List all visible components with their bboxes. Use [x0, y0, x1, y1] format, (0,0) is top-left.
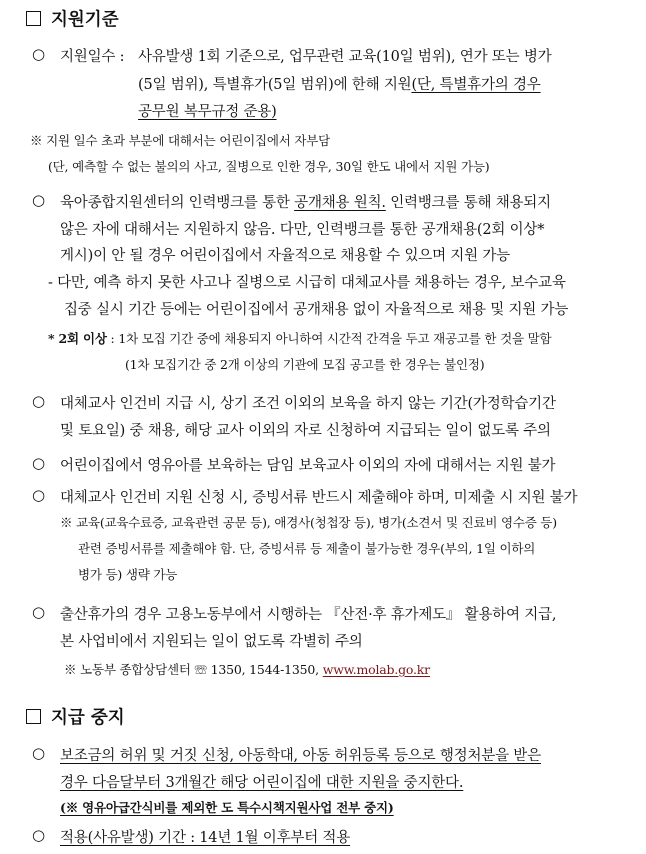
evidence-docs-note1: ※ 교육(교육수료증, 교육관련 공문 등), 애경사(청첩장 등), 병가(소견서 및 진료비 영수증 등)	[60, 515, 557, 530]
circle-bullet-icon: ○	[32, 392, 45, 410]
maternity-leave-line1: 출산휴가의 경우 고용노동부에서 시행하는 『산전·후 휴가제도』 활용하여 지급,	[60, 607, 557, 623]
section-title: 지원기준	[51, 10, 119, 30]
labor-center-note: ※ 노동부 종합상담센터 ☏ 1350, 1544-1350, www.molab.go.kr	[64, 662, 430, 677]
talent-bank-line3: 게시)이 안 될 경우 어린이집에서 자율적으로 채용할 수 있으며 지원 가능	[60, 248, 510, 264]
support-days-label: 지원일수 :	[60, 49, 125, 65]
application-period-line: 적용(사유발생) 기간 : 14년 1월 이후부터 적용	[60, 830, 351, 846]
circle-bullet-icon: ○	[32, 744, 45, 762]
maternity-leave-line2: 본 사업비에서 지원되는 일이 없도록 각별히 주의	[60, 634, 363, 650]
exception-line1: - 다만, 예측 하지 못한 사고나 질병으로 시급히 대체교사를 채용하는 경우, 보수교육	[48, 275, 566, 291]
self-burden-note: ※ 지원 일수 초과 부분에 대해서는 어린이집에서 자부담	[30, 133, 330, 148]
circle-bullet-icon: ○	[32, 454, 45, 472]
circle-bullet-icon: ○	[32, 826, 45, 844]
evidence-docs-line1: 대체교사 인건비 지원 신청 시, 증빙서류 반드시 제출해야 하며, 미제출 시 지원 불가	[60, 490, 578, 506]
circle-bullet-icon: ○	[32, 191, 45, 209]
circle-bullet-icon: ○	[32, 603, 45, 621]
circle-bullet-icon: ○	[32, 45, 45, 63]
footnote-two-times-detail: (1차 모집기간 중 2개 이상의 기관에 모집 공고를 한 경우는 불인정)	[125, 357, 485, 372]
section-heading-suspension	[26, 704, 125, 729]
substitute-pay-line1: 대체교사 인건비 지급 시, 상기 조건 이외의 보육을 하지 않는 기간(가정학습기간	[60, 396, 556, 412]
suspension-line1: 보조금의 허위 및 거짓 신청, 아동학대, 아동 허위등록 등으로 행정처분을 받은	[60, 748, 541, 764]
footnote-two-times: * 2회 이상 : 1차 모집 기간 중에 채용되지 아니하여 시간적 간격을 두고 재공고를 한 것을 말함	[48, 331, 552, 346]
section-heading-criteria	[26, 6, 119, 31]
homeroom-teacher-line: 어린이집에서 영유아를 보육하는 담임 보육교사 이외의 자에 대해서는 지원 불가	[60, 458, 556, 474]
molab-link[interactable]: www.molab.go.kr	[322, 662, 430, 677]
support-days-line3: 공무원 복무규정 준용)	[138, 104, 277, 120]
support-days-line2: (5일 범위), 특별휴가(5일 범위)에 한해 지원(단, 특별휴가의 경우	[138, 77, 541, 93]
exception-line2: 집중 실시 기간 등에는 어린이집에서 공개채용 없이 자율적으로 채용 및 지원 가능	[64, 302, 569, 318]
suspension-note: (※ 영유아급간식비를 제외한 도 특수시책지원사업 전부 중지)	[60, 800, 394, 815]
section-title: 지급 중지	[51, 708, 125, 728]
evidence-docs-note2: 관련 증빙서류를 제출해야 함. 단, 증빙서류 등 제출이 불가능한 경우(부의, 1일 이하의	[78, 541, 536, 556]
talent-bank-line2: 않은 자에 대해서는 지원하지 않음. 다만, 인력뱅크를 통한 공개채용(2회 이상*	[60, 222, 545, 238]
checkbox-square-icon	[26, 11, 41, 26]
evidence-docs-note3: 병가 등) 생략 가능	[78, 567, 178, 582]
suspension-line2: 경우 다음달부터 3개월간 해당 어린이집에 대한 지원을 중지한다.	[60, 775, 464, 791]
checkbox-square-icon	[26, 709, 41, 724]
substitute-pay-line2: 및 토요일) 중 채용, 해당 교사 이외의 자로 신청하여 지급되는 일이 없도록 주의	[60, 423, 551, 439]
self-burden-note-detail: (단, 예측할 수 없는 불의의 사고, 질병으로 인한 경우, 30일 한도 내에서 지원 가능)	[48, 159, 490, 174]
talent-bank-line1: 육아종합지원센터의 인력뱅크를 통한 공개채용 원칙. 인력뱅크를 통해 채용되지	[60, 195, 551, 211]
circle-bullet-icon: ○	[32, 486, 45, 504]
support-days-line1: 사유발생 1회 기준으로, 업무관련 교육(10일 범위), 연가 또는 병가	[138, 49, 552, 65]
